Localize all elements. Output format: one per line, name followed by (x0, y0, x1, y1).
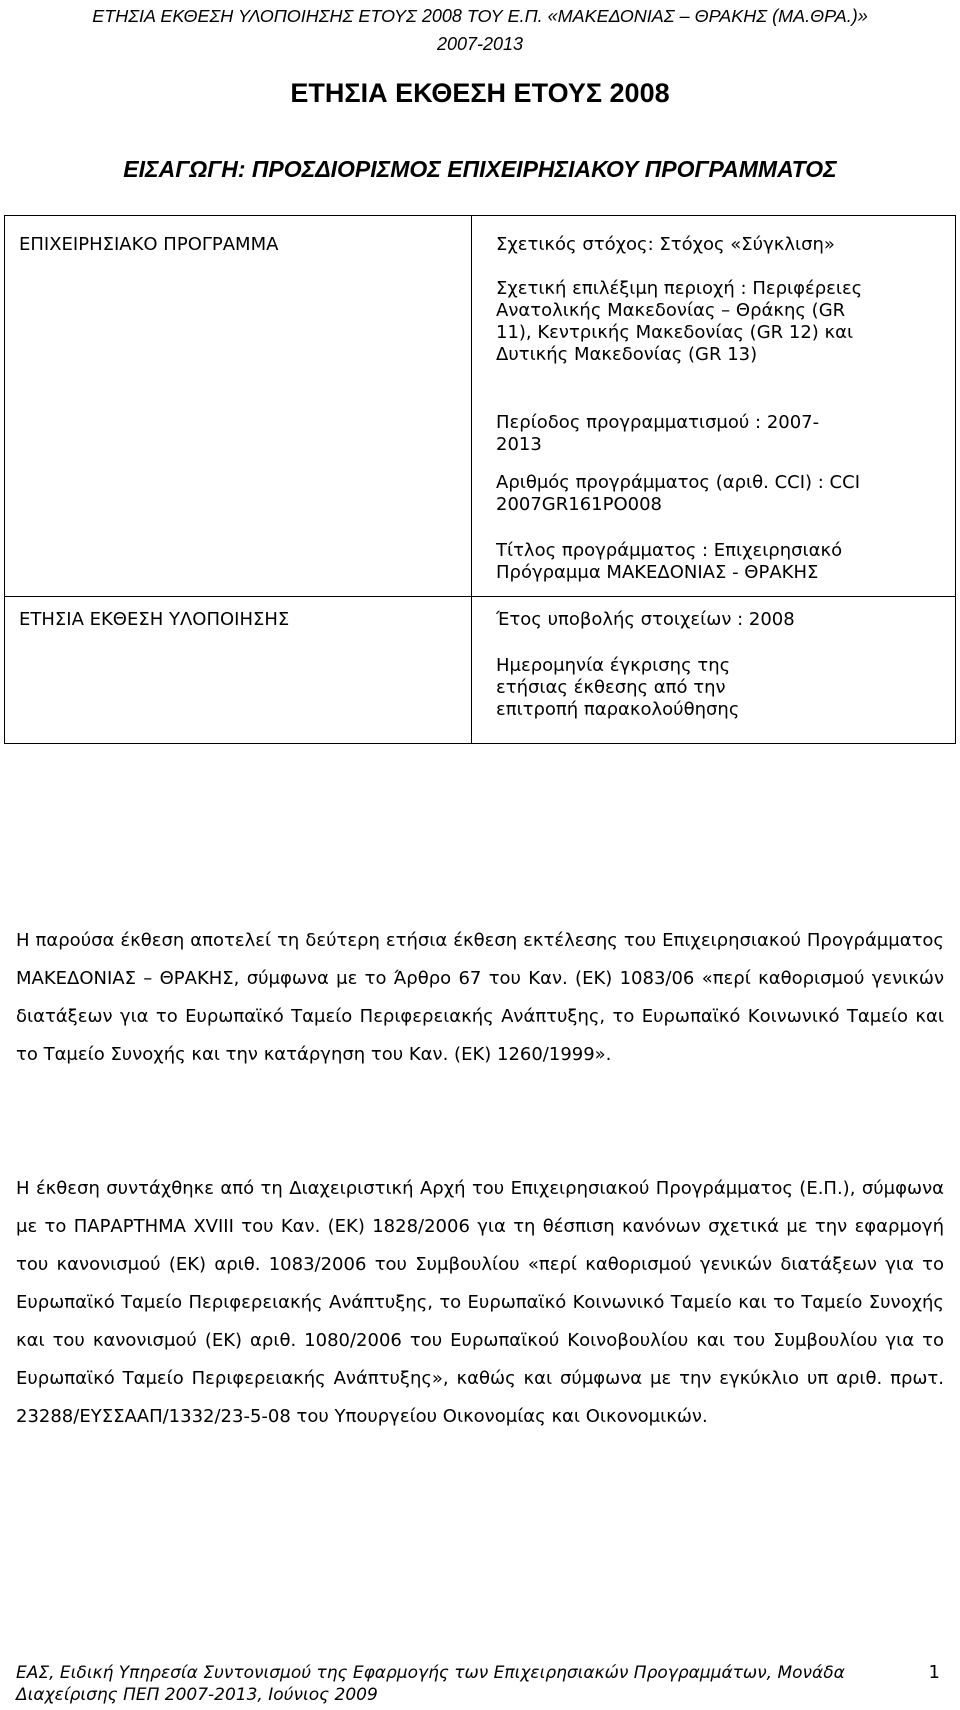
table-row (5, 216, 956, 597)
footer-line-2: Διαχείρισης ΠΕΠ 2007-2013, Ιούνιος 2009 (16, 1685, 378, 1705)
objective-text: Σχετικός στόχος: Στόχος «Σύγκλιση» (496, 234, 835, 255)
period-text: Περίοδος προγραμματισμού : 2007-2013 (496, 412, 820, 455)
program-info-table (4, 215, 956, 744)
program-label-cell (5, 216, 472, 597)
running-header-title: ΕΤΗΣΙΑ ΕΚΘΕΣΗ ΥΛΟΠΟΙΗΣΗΣ ΕΤΟΥΣ 2008 ΤΟΥ Ε.Π. «ΜΑΚΕΔΟΝΙΑΣ – ΘΡΑΚΗΣ (ΜΑ.ΘΡΑ.)» (92, 6, 868, 26)
running-header (0, 2, 960, 58)
page-number: 1 (928, 1662, 940, 1683)
program-label: ΕΠΙΧΕΙΡΗΣΙΑΚΟ ΠΡΟΓΡΑΜΜΑ (19, 234, 279, 255)
report-label: ΕΤΗΣΙΑ ΕΚΘΕΣΗ ΥΛΟΠΟΙΗΣΗΣ (19, 609, 290, 630)
region-text: Σχετική επιλέξιμη περιοχή : Περιφέρειες Ανατολικής Μακεδονίας – Θράκης (GR 11), Κεντρικής Μακεδονίας (GR 12) και Δυτικής Μακεδονίας (GR 13) (496, 278, 863, 365)
table-row (5, 597, 956, 744)
approval-date-text: Ημερομηνία έγκρισης της ετήσιας έκθεσης από την επιτροπή παρακολούθησης (496, 655, 740, 720)
report-details-cell (472, 597, 956, 744)
section-subtitle: ΕΙΣΑΓΩΓΗ: ΠΡΟΣΔΙΟΡΙΣΜΟΣ ΕΠΙΧΕΙΡΗΣΙΑΚΟΥ ΠΡΟΓΡΑΜΜΑΤΟΣ (123, 156, 837, 182)
intro-paragraph: Η παρούσα έκθεση αποτελεί τη δεύτερη ετήσια έκθεση εκτέλεσης του Επιχειρησιακού Προγράμματος ΜΑΚΕΔΟΝΙΑΣ – ΘΡΑΚΗΣ, σύμφωνα με το Άρθρο 67 του Καν. (ΕΚ) 1083/06 «περί καθορισμού γενικών διατάξεων για το Ευρωπαϊκό Ταμείο Περιφερειακής Ανάπτυξης, το Ευρωπαϊκό Κοινωνικό Ταμείο και το Ταμείο Συνοχής και την κατάργηση του Καν. (ΕΚ) 1260/1999». (16, 930, 944, 1065)
running-header-period: 2007-2013 (436, 34, 524, 54)
footer-line-1: ΕΑΣ, Ειδική Υπηρεσία Συντονισμού της Εφαρμογής των Επιχειρησιακών Προγραμμάτων, Μονάδα (16, 1663, 845, 1683)
cci-text: Αριθμός προγράμματος (αριθ. CCI) : CCI 2007GR161PO008 (496, 472, 860, 515)
preparation-paragraph: Η έκθεση συντάχθηκε από τη Διαχειριστική Αρχή του Επιχειρησιακού Προγράμματος (Ε.Π.), σύμφωνα με το ΠΑΡΑΡΤΗΜΑ XVIII του Καν. (ΕΚ) 1828/2006 για τη θέσπιση κανόνων σχετικά με την εφαρμογή του κανονισμού (ΕΚ) αριθ. 1083/2006 του Συμβουλίου «περί καθορισμού γενικών διατάξεων για το Ευρωπαϊκό Ταμείο Περιφερειακής Ανάπτυξης, το Ευρωπαϊκό Κοινωνικό Ταμείο και το Ταμείο Συνοχής και του κανονισμού (ΕΚ) αριθ. 1080/2006 του Ευρωπαϊκού Κοινοβουλίου και του Συμβουλίου για το Ευρωπαϊκό Ταμείο Περιφερειακής Ανάπτυξης», καθώς και σύμφωνα με την εγκύκλιο υπ αριθ. πρωτ. 23288/ΕΥΣΣΑΑΠ/1332/23-5-08 του Υπουργείου Οικονομίας και Οικονομικών. (16, 1178, 944, 1427)
page-footer (16, 1662, 906, 1706)
submission-year-text: Έτος υποβολής στοιχείων : 2008 (496, 609, 795, 630)
program-details-cell (472, 216, 956, 597)
report-label-cell (5, 597, 472, 744)
program-title-text: Τίτλος προγράμματος : Επιχειρησιακό Πρόγραμμα ΜΑΚΕΔΟΝΙΑΣ - ΘΡΑΚΗΣ (496, 540, 843, 583)
page-title: ΕΤΗΣΙΑ ΕΚΘΕΣΗ ΕΤΟΥΣ 2008 (290, 78, 670, 108)
